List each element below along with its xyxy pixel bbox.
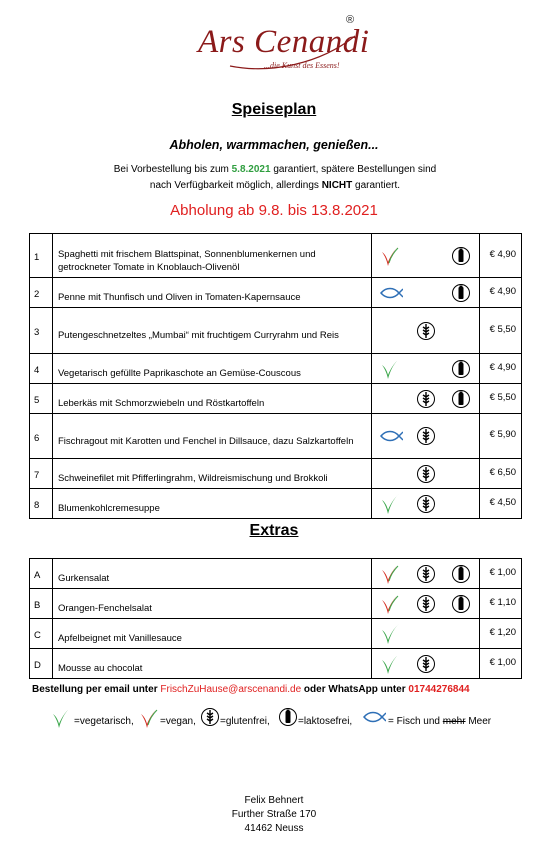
notice-text-3: nach Verfügbarkeit möglich, allerdings bbox=[149, 180, 322, 191]
logo-name: Ars Cenandi bbox=[198, 24, 370, 60]
vegetarian-icon bbox=[379, 363, 401, 374]
logo-registered-mark: ® bbox=[346, 14, 355, 26]
item-description-cell bbox=[52, 278, 371, 308]
item-description-cell bbox=[52, 354, 371, 384]
order-text-2: oder WhatsApp unter bbox=[301, 684, 409, 695]
lactose-free-icon bbox=[451, 250, 471, 261]
page-subtitle: Abholen, warmmachen, genießen... bbox=[169, 138, 379, 152]
item-number: A bbox=[30, 559, 53, 589]
menu-row bbox=[30, 234, 522, 278]
item-price: € 4,90 bbox=[480, 234, 522, 278]
notice-nicht: NICHT bbox=[321, 180, 353, 191]
notice-text-1: Bei Vorbestellung bis zum bbox=[113, 164, 232, 175]
icon-cell bbox=[372, 414, 408, 459]
icon-cell bbox=[372, 489, 408, 519]
item-number: 2 bbox=[30, 278, 53, 308]
item-description-cell bbox=[52, 559, 371, 589]
item-description: Schweinefilet mit Pfifferlingrahm, Wildreismischung und Brokkoli bbox=[57, 473, 328, 484]
icon-cell bbox=[372, 619, 408, 649]
icon-cell bbox=[408, 649, 444, 679]
order-notice bbox=[60, 162, 490, 194]
menu-row bbox=[30, 489, 522, 519]
menu-row bbox=[30, 308, 522, 354]
notice-text-2: garantiert, spätere Bestellungen sind bbox=[270, 164, 437, 175]
icon-cell bbox=[444, 589, 480, 619]
lactose-free-icon bbox=[278, 706, 298, 728]
menu-row bbox=[30, 278, 522, 308]
legend-vegan-label: =vegan, bbox=[160, 716, 196, 727]
icon-cell bbox=[372, 354, 408, 384]
icon-cell bbox=[372, 459, 408, 489]
order-text-1: Bestellung per email unter bbox=[32, 684, 161, 695]
item-price: € 1,00 bbox=[480, 559, 522, 589]
item-description-cell bbox=[52, 619, 371, 649]
gluten-free-icon bbox=[416, 431, 436, 442]
menu-row bbox=[30, 619, 522, 649]
legend-lactose-free-label: =laktosefrei, bbox=[298, 716, 353, 727]
item-number: D bbox=[30, 649, 53, 679]
item-number: 8 bbox=[30, 489, 53, 519]
lactose-free-icon bbox=[451, 363, 471, 374]
menu-table bbox=[29, 233, 522, 519]
vegetarian-icon bbox=[379, 628, 401, 639]
legend-fish-label bbox=[388, 716, 491, 727]
order-info bbox=[32, 684, 470, 695]
menu-row bbox=[30, 459, 522, 489]
icon-cell bbox=[408, 354, 444, 384]
item-price: € 5,90 bbox=[480, 414, 522, 459]
item-price: € 4,90 bbox=[480, 278, 522, 308]
item-description-cell bbox=[52, 459, 371, 489]
item-description-cell bbox=[52, 384, 371, 414]
lactose-free-icon bbox=[451, 568, 471, 579]
vegan-icon bbox=[379, 598, 401, 609]
pickup-period: Abholung ab 9.8. bis 13.8.2021 bbox=[170, 202, 378, 219]
vegetarian-icon bbox=[379, 658, 401, 669]
icon-cell bbox=[372, 559, 408, 589]
icon-cell bbox=[408, 384, 444, 414]
icon-cell bbox=[444, 619, 480, 649]
item-number: 4 bbox=[30, 354, 53, 384]
vegan-icon bbox=[379, 568, 401, 579]
legend-gluten-free-label: =glutenfrei, bbox=[220, 716, 270, 727]
item-price: € 4,90 bbox=[480, 354, 522, 384]
item-description-cell bbox=[52, 234, 371, 278]
brand-logo bbox=[190, 14, 370, 76]
vegetarian-icon bbox=[379, 498, 401, 509]
gluten-free-icon bbox=[200, 706, 220, 728]
icon-cell bbox=[372, 589, 408, 619]
item-description: Spaghetti mit frischem Blattspinat, Sonnenblumenkernen und getrockneter Tomate in Knoblauch-Olivenöl bbox=[57, 248, 316, 273]
item-price: € 1,00 bbox=[480, 649, 522, 679]
vegan-icon bbox=[379, 250, 401, 261]
gluten-free-icon bbox=[416, 498, 436, 509]
page-title: Speiseplan bbox=[231, 101, 317, 118]
footer-address bbox=[0, 794, 548, 836]
item-number: 7 bbox=[30, 459, 53, 489]
lactose-free-icon bbox=[451, 598, 471, 609]
item-description: Gurkensalat bbox=[57, 573, 110, 584]
legend-fish-struck: mehr bbox=[442, 716, 466, 727]
icon-cell bbox=[444, 308, 480, 354]
icon-cell bbox=[408, 589, 444, 619]
item-description-cell bbox=[52, 649, 371, 679]
icon-cell bbox=[408, 459, 444, 489]
footer-name: Felix Behnert bbox=[244, 795, 304, 806]
gluten-free-icon bbox=[416, 468, 436, 479]
icon-cell bbox=[408, 308, 444, 354]
icon-cell bbox=[444, 414, 480, 459]
item-description: Apfelbeignet mit Vanillesauce bbox=[57, 633, 182, 644]
vegetarian-icon bbox=[50, 706, 72, 730]
item-description: Orangen-Fenchelsalat bbox=[57, 603, 152, 614]
icon-cell bbox=[444, 459, 480, 489]
icon-cell bbox=[444, 489, 480, 519]
lactose-free-icon bbox=[451, 393, 471, 404]
item-price: € 4,50 bbox=[480, 489, 522, 519]
lactose-free-icon bbox=[451, 287, 471, 298]
legend-vegetarian-label: =vegetarisch, bbox=[74, 716, 134, 727]
legend-fish-text: = Fisch und bbox=[388, 716, 443, 727]
icon-cell bbox=[372, 384, 408, 414]
notice-deadline-date: 5.8.2021 bbox=[231, 164, 271, 175]
icon-cell bbox=[408, 559, 444, 589]
icon-legend bbox=[40, 706, 520, 736]
icon-cell bbox=[444, 234, 480, 278]
item-number: C bbox=[30, 619, 53, 649]
menu-row bbox=[30, 649, 522, 679]
extras-title: Extras bbox=[249, 522, 299, 539]
icon-cell bbox=[372, 649, 408, 679]
item-description-cell bbox=[52, 489, 371, 519]
item-description: Putengeschnetzeltes „Mumbai“ mit fruchtigem Curryrahm und Reis bbox=[57, 330, 339, 341]
fish-icon bbox=[360, 710, 386, 724]
menu-row bbox=[30, 384, 522, 414]
order-phone[interactable]: 01744276844 bbox=[408, 684, 470, 695]
menu-row bbox=[30, 559, 522, 589]
extras-table bbox=[29, 558, 522, 679]
icon-cell bbox=[408, 278, 444, 308]
icon-cell bbox=[372, 308, 408, 354]
logo-tagline: ...die Kunst des Essens! bbox=[264, 61, 340, 70]
item-price: € 5,50 bbox=[480, 384, 522, 414]
item-description: Fischragout mit Karotten und Fenchel in Dillsauce, dazu Salzkartoffeln bbox=[57, 435, 354, 447]
menu-row bbox=[30, 589, 522, 619]
item-description: Blumenkohlcremesuppe bbox=[57, 503, 160, 514]
order-email-link[interactable]: FrischZuHause@arscenandi.de bbox=[160, 684, 302, 695]
item-number: 6 bbox=[30, 414, 53, 459]
icon-cell bbox=[408, 234, 444, 278]
notice-text-4: garantiert. bbox=[352, 180, 401, 191]
item-description-cell bbox=[52, 589, 371, 619]
item-description: Leberkäs mit Schmorzwiebeln und Röstkartoffeln bbox=[57, 398, 265, 409]
item-price: € 1,20 bbox=[480, 619, 522, 649]
icon-cell bbox=[444, 649, 480, 679]
item-number: 5 bbox=[30, 384, 53, 414]
vegan-icon bbox=[138, 706, 160, 730]
gluten-free-icon bbox=[416, 568, 436, 579]
footer-street: Further Straße 170 bbox=[231, 809, 317, 820]
icon-cell bbox=[372, 234, 408, 278]
legend-fish-suffix: Meer bbox=[465, 716, 492, 727]
fish-icon bbox=[377, 431, 403, 442]
item-description: Mousse au chocolat bbox=[57, 663, 143, 674]
icon-cell bbox=[444, 559, 480, 589]
item-number: B bbox=[30, 589, 53, 619]
icon-cell bbox=[408, 414, 444, 459]
item-price: € 5,50 bbox=[480, 308, 522, 354]
icon-cell bbox=[408, 619, 444, 649]
gluten-free-icon bbox=[416, 598, 436, 609]
item-number: 3 bbox=[30, 308, 53, 354]
icon-cell bbox=[444, 354, 480, 384]
icon-cell bbox=[408, 489, 444, 519]
menu-row bbox=[30, 354, 522, 384]
footer-city: 41462 Neuss bbox=[244, 823, 304, 834]
item-number: 1 bbox=[30, 234, 53, 278]
item-price: € 6,50 bbox=[480, 459, 522, 489]
gluten-free-icon bbox=[416, 325, 436, 336]
icon-cell bbox=[444, 278, 480, 308]
menu-row bbox=[30, 414, 522, 459]
item-price: € 1,10 bbox=[480, 589, 522, 619]
gluten-free-icon bbox=[416, 393, 436, 404]
item-description: Penne mit Thunfisch und Oliven in Tomaten-Kapernsauce bbox=[57, 292, 301, 303]
item-description-cell bbox=[52, 308, 371, 354]
icon-cell bbox=[444, 384, 480, 414]
fish-icon bbox=[377, 287, 403, 298]
item-description: Vegetarisch gefüllte Paprikaschote an Gemüse-Couscous bbox=[57, 368, 301, 379]
icon-cell bbox=[372, 278, 408, 308]
gluten-free-icon bbox=[416, 658, 436, 669]
item-description-cell bbox=[52, 414, 371, 459]
